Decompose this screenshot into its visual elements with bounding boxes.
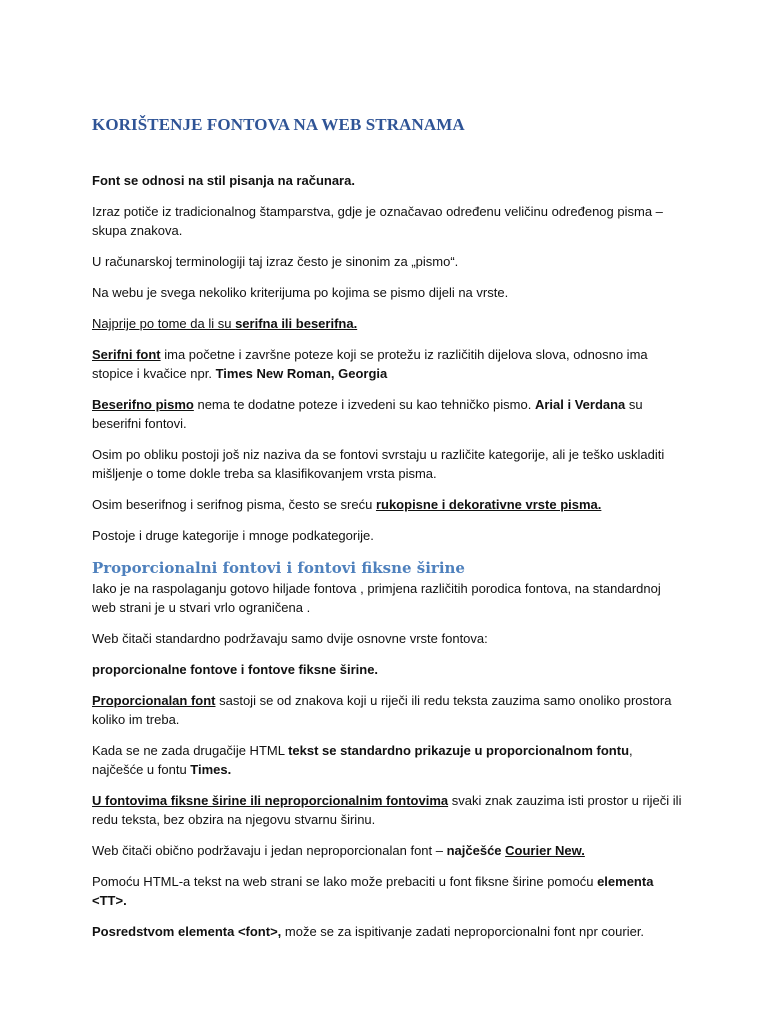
paragraph-tt-element bbox=[92, 872, 682, 910]
monospace-desc: svaki znak zauzima isti prostor u riječi ili redu teksta, bez obzira na njegovu stvarnu širinu. bbox=[92, 793, 682, 827]
font-element-desc: može se za ispitivanje zadati neproporcionalni font npr courier. bbox=[281, 924, 645, 939]
paragraph-type-list bbox=[92, 660, 682, 679]
tt-element-term: elementa <TT>. bbox=[92, 874, 654, 908]
paragraph-font-element bbox=[92, 922, 682, 941]
paragraph-terminology: U računarskoj terminologiji taj izraz često je sinonim za „pismo“. bbox=[92, 254, 459, 269]
monospace-term: U fontovima fiksne širine ili neproporcionalnim fontovima bbox=[92, 793, 449, 808]
paragraph-criteria: Na webu je svega nekoliko kriterijuma po kojima se pismo dijeli na vrste. bbox=[92, 285, 509, 300]
font-element-term: Posredstvom elementa <font>, bbox=[92, 924, 282, 939]
serif-question-bold: serifna ili beserifna. bbox=[235, 316, 358, 331]
proportional-term: Proporcionalan font bbox=[92, 693, 216, 708]
paragraph-courier bbox=[92, 841, 682, 860]
page-title: KORIŠTENJE FONTOVA NA WEB STRANAMA bbox=[92, 115, 465, 134]
definition-text: Font se odnosi na stil pisanja na računara. bbox=[92, 173, 355, 188]
sans-serif-desc: nema te dodatne poteze i izvedeni su kao tehničko pismo. bbox=[193, 397, 535, 412]
proportional-desc: sastoji se od znakova koji u riječi ili redu teksta zauzima samo onoliko prostora koliko im treba. bbox=[92, 693, 672, 727]
paragraph-proportional bbox=[92, 691, 682, 729]
section-heading: Proporcionalni fontovi i fontovi fiksne širine bbox=[92, 559, 465, 577]
document-body bbox=[92, 112, 682, 953]
decorative-term: rukopisne i dekorativne vrste pisma. bbox=[375, 497, 602, 512]
decorative-text: Osim beserifnog i serifnog pisma, često se sreću bbox=[92, 497, 376, 512]
default-font-mid: , najčešće u fontu bbox=[92, 743, 633, 777]
serif-font-examples: Times New Roman, Georgia bbox=[215, 366, 388, 381]
serif-question-text: Najprije po tome da li su bbox=[92, 316, 236, 331]
paragraph-two-types: Web čitači standardno podržavaju samo dvije osnovne vrste fontova: bbox=[92, 631, 488, 646]
default-font-times: Times. bbox=[190, 762, 232, 777]
courier-term: Courier New. bbox=[505, 843, 585, 858]
paragraph-subcategories: Postoje i druge kategorije i mnoge podkategorije. bbox=[92, 528, 374, 543]
paragraph-origin: Izraz potiče iz tradicionalnog štamparstva, gdje je označavao određenu veličinu određenog pisma – skupa znakova. bbox=[92, 204, 663, 238]
courier-most: najčešće bbox=[446, 843, 506, 858]
type-list-text: proporcionalne fontove i fontove fiksne širine. bbox=[92, 662, 379, 677]
sans-serif-tail: su beserifni fontovi. bbox=[92, 397, 643, 431]
courier-text: Web čitači obično podržavaju i jedan neproporcionalan font – bbox=[92, 843, 447, 858]
paragraph-sans-serif bbox=[92, 395, 682, 433]
paragraph-serif-question bbox=[92, 314, 682, 333]
paragraph-serif-font bbox=[92, 345, 682, 383]
paragraph-thousands: Iako je na raspolaganju gotovo hiljade fontova , primjena različitih porodica fontova, na standardnoj web strani je u stvari vrlo ograničena . bbox=[92, 581, 661, 615]
sans-serif-term: Beserifno pismo bbox=[92, 397, 194, 412]
tt-element-text: Pomoću HTML-a tekst na web strani se lako može prebaciti u font fiksne širine pomoću bbox=[92, 874, 598, 889]
serif-font-desc: ima početne i završne poteze koji se protežu iz različitih dijelova slova, odnosno ima stopice i kvačice npr. bbox=[92, 347, 648, 381]
default-font-bold: tekst se standardno prikazuje u proporcionalnom fontu bbox=[288, 743, 630, 758]
paragraph-default-font bbox=[92, 741, 682, 779]
serif-font-term: Serifni font bbox=[92, 347, 161, 362]
paragraph-decorative bbox=[92, 495, 682, 514]
paragraph-monospace bbox=[92, 791, 682, 829]
default-font-text: Kada se ne zada drugačije HTML bbox=[92, 743, 289, 758]
paragraph-definition bbox=[92, 171, 682, 190]
sans-serif-examples: Arial i Verdana bbox=[534, 397, 626, 412]
paragraph-categories: Osim po obliku postoji još niz naziva da se fontovi svrstaju u različite kategorije, ali je teško uskladiti mišljenje o tome dokle treba sa klasifikovanjem vrsta pisma. bbox=[92, 447, 665, 481]
